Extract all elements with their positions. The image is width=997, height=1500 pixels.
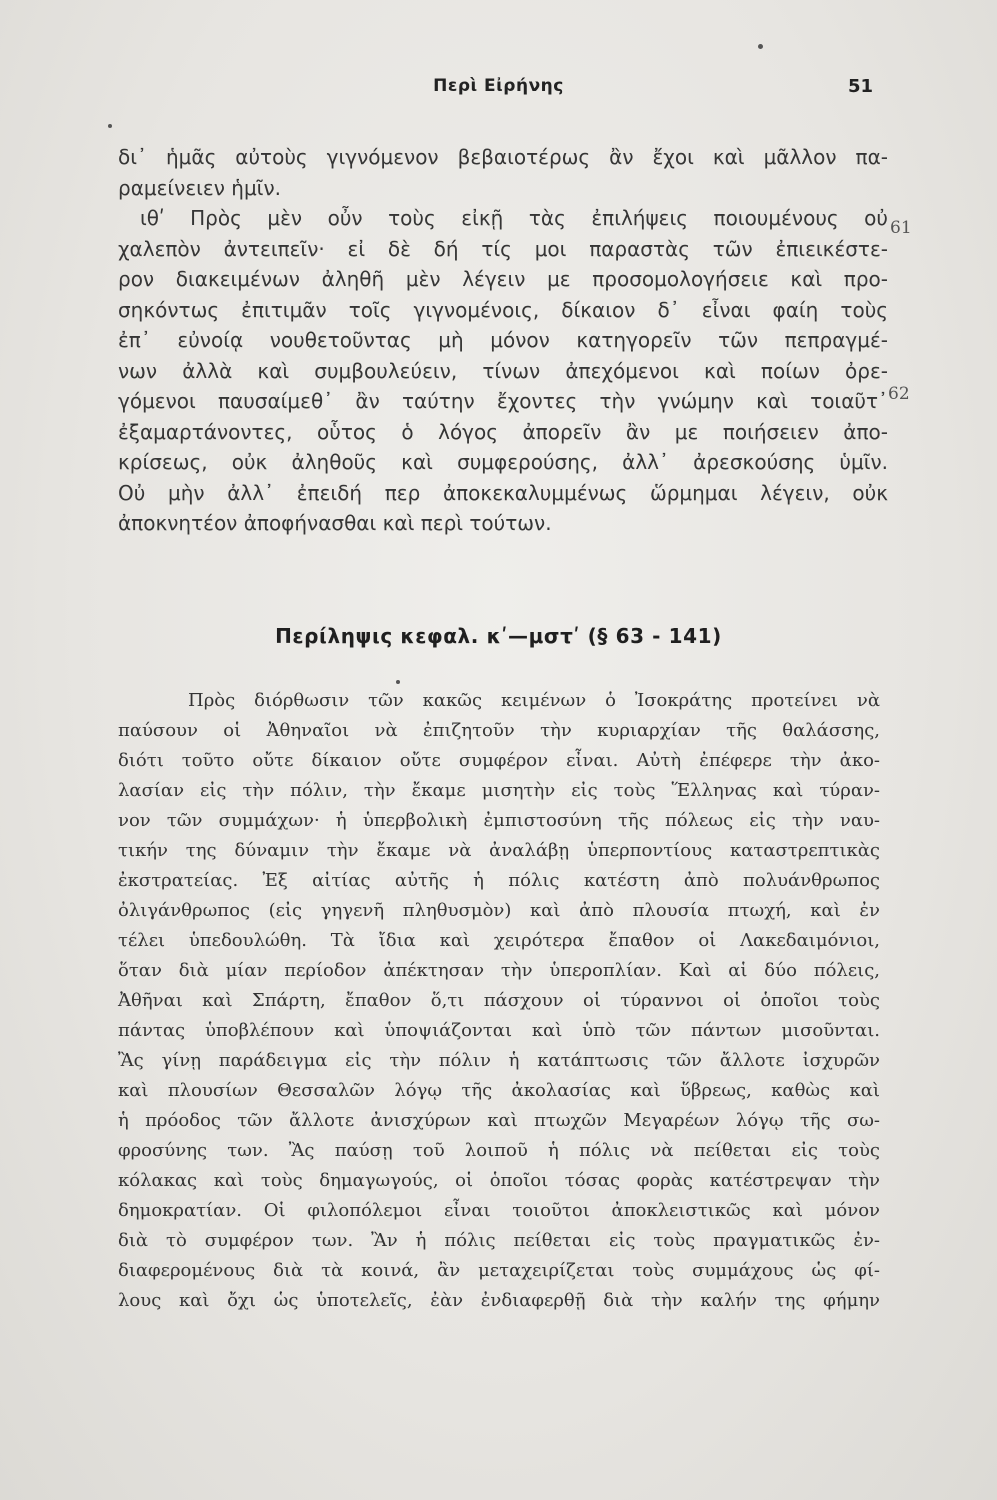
text-line: ὀλιγάνθρωπος (εἰς γηγενῆ πληθυσμὸν) καὶ ἀπὸ πλουσία πτωχή, καὶ ἐν xyxy=(118,900,880,921)
text-line: διὰ τὸ συμφέρον των. Ἂν ἡ πόλις πείθεται εἰς τοὺς πραγματικῶς ἐν- xyxy=(118,1230,880,1251)
text-line: ραμείνειεν ἡμῖν. xyxy=(118,175,281,200)
text-line: ιθʹ Πρὸς μὲν οὖν τοὺς εἰκῇ τὰς ἐπιλήψεις ποιουμένους οὐ xyxy=(140,206,888,230)
text-line: ἡ πρόοδος τῶν ἄλλοτε ἀνισχύρων καὶ πτωχῶν Μεγαρέων λόγῳ τῆς σω- xyxy=(118,1110,880,1131)
text-line: κρίσεως, οὐκ ἀληθοῦς καὶ συμφερούσης, ἀλλ᾽ ἀρεσκούσης ὑμῖν. xyxy=(118,450,888,474)
section-heading: Περίληψις κεφαλ. κʹ—μστʹ (§ 63 - 141) xyxy=(275,624,722,648)
text-line: φροσύνης των. Ἂς παύσῃ τοῦ λοιποῦ ἡ πόλις νὰ πείθεται εἰς τοὺς xyxy=(118,1140,880,1161)
text-line: τέλει ὑπεδουλώθη. Τὰ ἴδια καὶ χειρότερα ἔπαθον οἱ Λακεδαιμόνιοι, xyxy=(118,930,880,951)
text-line: Ἀθῆναι καὶ Σπάρτη, ἔπαθον ὅ,τι πάσχουν οἱ τύραννοι οἱ ὁποῖοι τοὺς xyxy=(118,990,880,1011)
margin-section-number: 61 xyxy=(890,218,912,238)
text-line: λασίαν εἰς τὴν πόλιν, τὴν ἔκαμε μισητὴν εἰς τοὺς Ἕλληνας καὶ τύραν- xyxy=(118,780,880,801)
text-line: χαλεπὸν ἀντειπεῖν· εἰ δὲ δή τίς μοι παραστὰς τῶν ἐπιεικέστε- xyxy=(118,236,888,261)
text-line: διότι τοῦτο οὔτε δίκαιον οὔτε συμφέρον εἶναι. Αὐτὴ ἐπέφερε τὴν ἀκο- xyxy=(118,750,880,771)
text-line: Ἂς γίνῃ παράδειγμα εἰς τὴν πόλιν ἡ κατάπτωσις τῶν ἄλλοτε ἰσχυρῶν xyxy=(118,1050,880,1071)
text-line: ἐκστρατείας. Ἐξ αἰτίας αὐτῆς ἡ πόλις κατέστη ἀπὸ πολυάνθρωπος xyxy=(118,870,880,891)
text-line: τικήν της δύναμιν τὴν ἔκαμε νὰ ἀναλάβῃ ὑπερποντίους καταστρεπτικὰς xyxy=(118,840,880,861)
text-line: ἐξαμαρτάνοντες, οὗτος ὁ λόγος ἀπορεῖν ἂν με ποιήσειεν ἀπο- xyxy=(118,419,888,444)
text-line: πάντας ὑποβλέπουν καὶ ὑποψιάζονται καὶ ὑπὸ τῶν πάντων μισοῦνται. xyxy=(118,1020,880,1041)
running-head-title: Περὶ Εἰρήνης xyxy=(433,76,564,96)
text-line: σηκόντως ἐπιτιμᾶν τοῖς γιγνομένοις, δίκαιον δ᾽ εἶναι φαίη τοὺς xyxy=(118,297,888,322)
text-line: καὶ πλουσίων Θεσσαλῶν λόγῳ τῆς ἀκολασίας καὶ ὕβρεως, καθὼς καὶ xyxy=(118,1080,880,1101)
ink-speck xyxy=(108,124,112,128)
text-line: ἀποκνητέον ἀποφήνασθαι καὶ περὶ τούτων. xyxy=(118,511,552,535)
running-head xyxy=(0,76,997,106)
text-line: νων ἀλλὰ καὶ συμβουλεύειν, τίνων ἀπεχόμενοι καὶ ποίων ὀρε- xyxy=(118,358,888,383)
text-line: ἐπ᾽ εὐνοίᾳ νουθετοῦντας μὴ μόνον κατηγορεῖν τῶν πεπραγμέ- xyxy=(118,328,888,352)
text-line: ρον διακειμένων ἀληθῆ μὲν λέγειν με προσομολογήσειε καὶ προ- xyxy=(118,267,888,291)
text-line: κόλακας καὶ τοὺς δημαγωγούς, οἱ ὁποῖοι τόσας φορὰς κατέστρεψαν τὴν xyxy=(118,1170,880,1191)
text-line: Πρὸς διόρθωσιν τῶν κακῶς κειμένων ὁ Ἰσοκράτης προτείνει νὰ xyxy=(188,690,880,711)
text-line: ὅταν διὰ μίαν περίοδον ἀπέκτησαν τὴν ὑπεροπλίαν. Καὶ αἱ δύο πόλεις, xyxy=(118,960,880,981)
text-line: γόμενοι παυσαίμεθ᾽ ἂν ταύτην ἔχοντες τὴν γνώμην καὶ τοιαῦτ᾽ xyxy=(118,389,888,413)
text-line: δι᾽ ἡμᾶς αὐτοὺς γιγνόμενον βεβαιοτέρως ἂν ἔχοι καὶ μᾶλλον πα- xyxy=(118,145,888,169)
margin-section-number: 62 xyxy=(888,384,910,404)
text-line: νον τῶν συμμάχων· ἡ ὑπερβολικὴ ἐμπιστοσύνη τῆς πόλεως εἰς τὴν ναυ- xyxy=(118,810,880,831)
summary-paragraph xyxy=(118,686,880,1316)
text-line: παύσουν οἱ Ἀθηναῖοι νὰ ἐπιζητοῦν τὴν κυριαρχίαν τῆς θαλάσσης, xyxy=(118,720,880,741)
text-line: Οὐ μὴν ἀλλ᾽ ἐπειδή περ ἀποκεκαλυμμένως ὥρμημαι λέγειν, οὐκ xyxy=(118,480,888,505)
ink-speck xyxy=(396,680,400,684)
text-line: λους καὶ ὄχι ὡς ὑποτελεῖς, ἐὰν ἐνδιαφερθῇ διὰ τὴν καλήν της φήμην xyxy=(118,1290,880,1311)
ink-speck xyxy=(758,44,763,49)
page-number: 51 xyxy=(847,76,873,97)
text-line: δημοκρατίαν. Οἱ φιλοπόλεμοι εἶναι τοιοῦτοι ἀποκλειστικῶς καὶ μόνον xyxy=(118,1200,880,1221)
text-line: διαφερομένους διὰ τὰ κοινά, ἂν μεταχειρίζεται τοὺς συμμάχους ὡς φί- xyxy=(118,1260,880,1281)
greek-text-paragraph xyxy=(118,142,888,539)
